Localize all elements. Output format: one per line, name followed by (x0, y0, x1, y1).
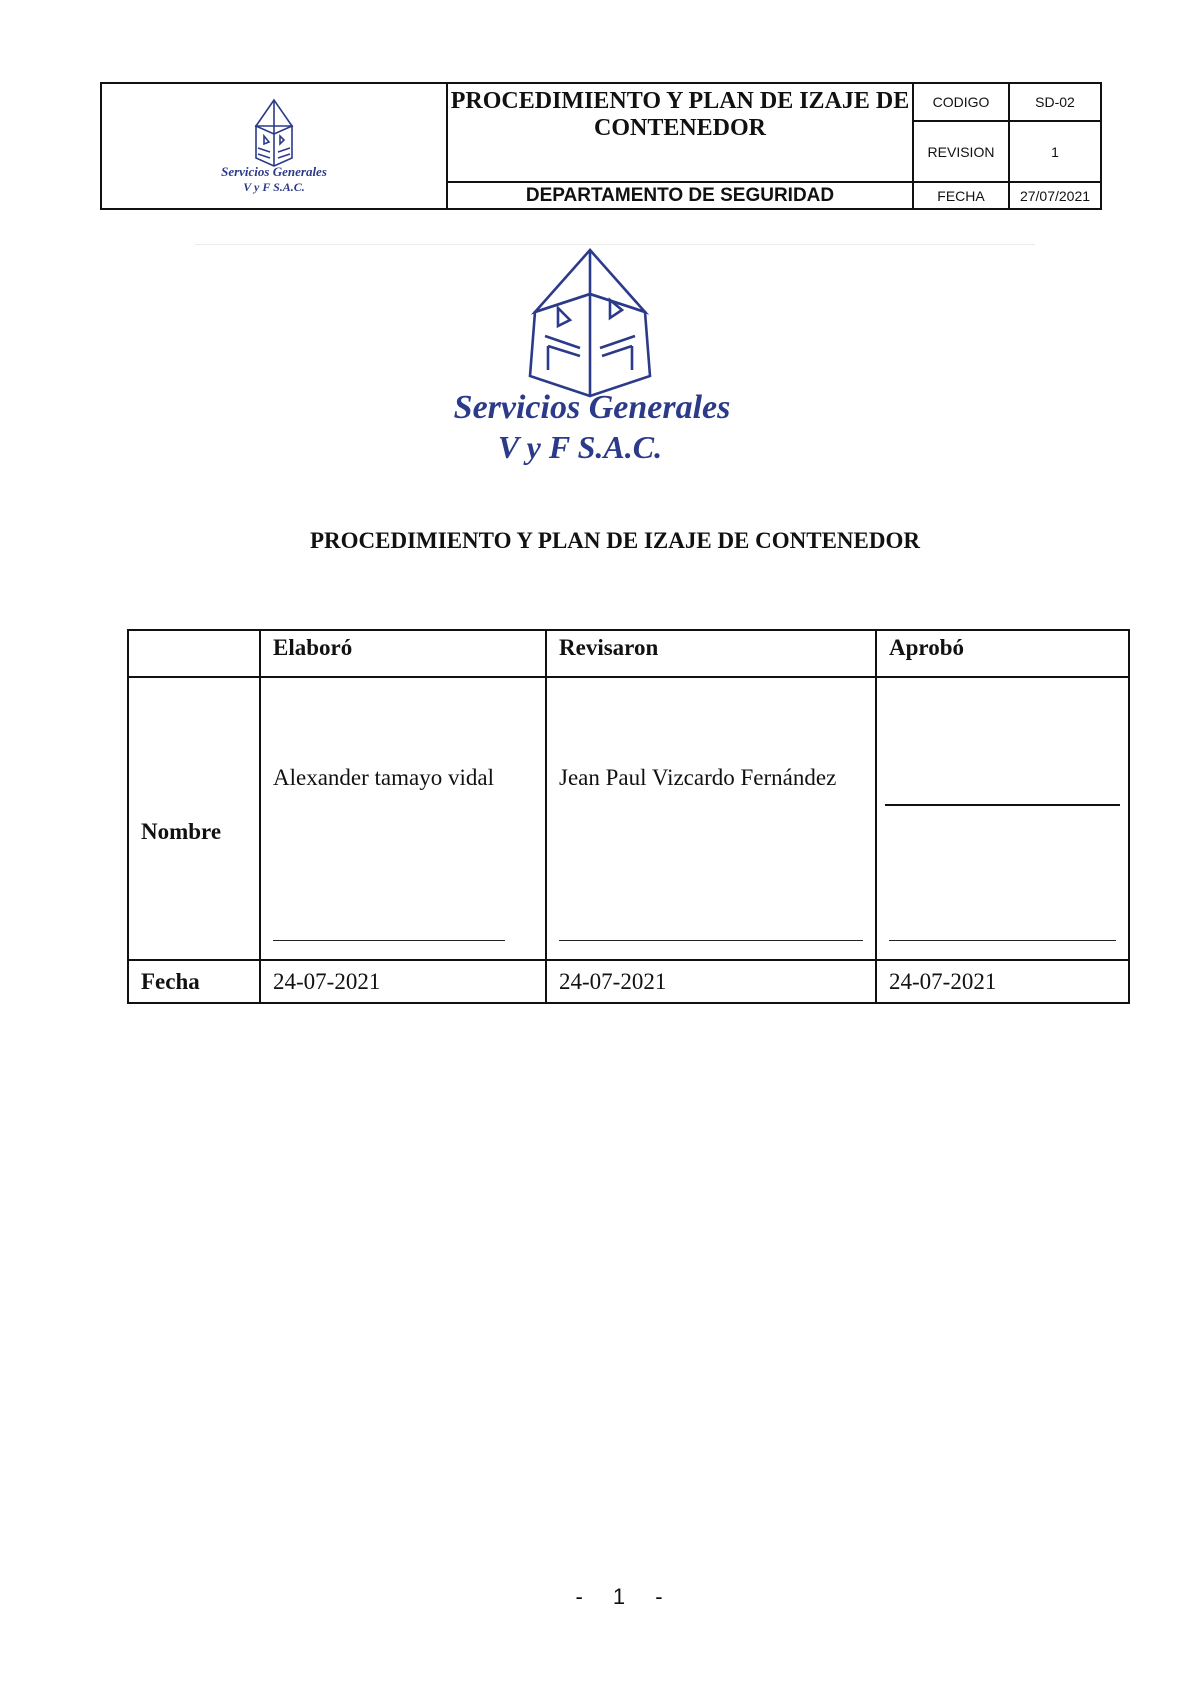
logo-large-text-line1: Servicios Generales (453, 389, 731, 426)
column-header-aprobo: Aprobó (876, 630, 1129, 677)
logo-text-line1: Servicios Generales (221, 164, 327, 179)
codigo-value: SD-02 (1009, 83, 1101, 121)
company-logo-large (420, 246, 770, 468)
signature-cell-aprobo (876, 677, 1129, 960)
header-title: PROCEDIMIENTO Y PLAN DE IZAJE DE CONTENEDOR (447, 83, 913, 182)
signature-line (889, 940, 1116, 941)
fecha-label: FECHA (913, 182, 1009, 209)
divider (195, 244, 1035, 245)
document-header (100, 82, 1102, 210)
approval-table (127, 629, 1130, 1004)
company-logo-small (184, 96, 364, 196)
signature-line (559, 940, 863, 941)
page-number: - 1 - (575, 1584, 675, 1609)
department-label: DEPARTAMENTO DE SEGURIDAD (447, 182, 913, 209)
row-label-nombre: Nombre (128, 677, 260, 960)
document-title: PROCEDIMIENTO Y PLAN DE IZAJE DE CONTENEDOR (310, 528, 920, 553)
signature-line-upper (885, 804, 1120, 806)
date-revisaron: 24-07-2021 (546, 960, 876, 1003)
header-logo-cell (101, 83, 447, 209)
revision-label: REVISION (913, 121, 1009, 182)
column-header-revisaron: Revisaron (546, 630, 876, 677)
signature-cell-elaboro (260, 677, 546, 960)
logo-text-line2: V y F S.A.C. (243, 180, 305, 194)
column-header-elaboro: Elaboró (260, 630, 546, 677)
fecha-value: 27/07/2021 (1009, 182, 1101, 209)
date-elaboro: 24-07-2021 (260, 960, 546, 1003)
name-elaboro: Alexander tamayo vidal (273, 765, 494, 790)
name-revisaron: Jean Paul Vizcardo Fernández (559, 765, 837, 790)
row-label-fecha: Fecha (128, 960, 260, 1003)
revision-value: 1 (1009, 121, 1101, 182)
header-empty-cell (128, 630, 260, 677)
signature-line (273, 940, 505, 941)
signature-cell-revisaron (546, 677, 876, 960)
logo-large-text-line2: V y F S.A.C. (497, 429, 663, 465)
codigo-label: CODIGO (913, 83, 1009, 121)
date-aprobo: 24-07-2021 (876, 960, 1129, 1003)
